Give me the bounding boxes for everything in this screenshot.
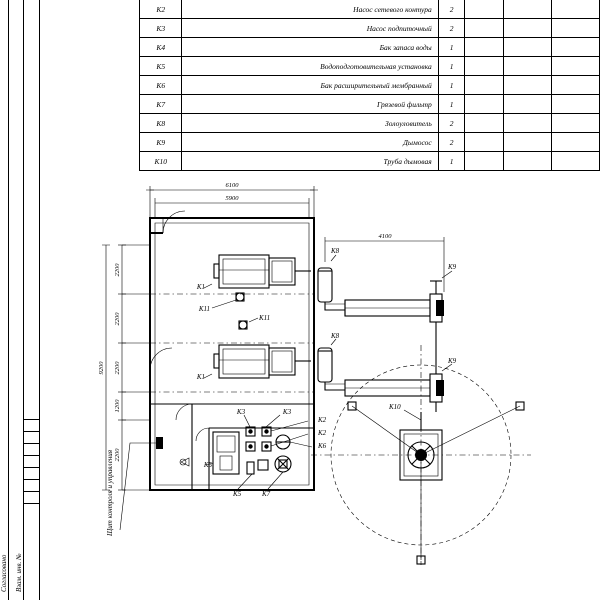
legend-qty: 2 xyxy=(438,0,465,19)
dim-right-span: 4100 xyxy=(378,233,392,240)
dim-left-total: 9200 xyxy=(98,361,105,375)
legend-qty: 2 xyxy=(438,133,465,152)
dim-left-seg-2: 2200 xyxy=(114,312,121,326)
stamp-signature-label: Согласовано xyxy=(0,554,8,592)
legend-qty: 1 xyxy=(438,57,465,76)
legend-code: K9 xyxy=(140,133,182,152)
callout-k11-upper: K11 xyxy=(198,305,210,313)
legend-qty: 2 xyxy=(438,19,465,38)
legend-code: K6 xyxy=(140,76,182,95)
callout-k10: K10 xyxy=(389,403,401,411)
legend-name: Золоуловитель xyxy=(182,114,438,133)
legend-name: Насос подпиточный xyxy=(182,19,438,38)
callout-k9-lower: K9 xyxy=(448,357,457,365)
chimney-k10 xyxy=(311,345,531,565)
callout-k1-lower: K1 xyxy=(196,373,205,381)
legend-name: Грязевой фильтр xyxy=(182,95,438,114)
legend-name: Насос сетевого контура xyxy=(182,0,438,19)
legend-name: Бак запаса воды xyxy=(182,38,438,57)
control-panel-label-line1: Щит контроля и управления xyxy=(106,450,114,536)
callout-k1-upper: K1 xyxy=(196,283,205,291)
callout-k4: K5 xyxy=(203,461,212,469)
legend-code: K5 xyxy=(140,57,182,76)
callout-k2: K2 xyxy=(318,416,327,424)
callout-k8-lower: K8 xyxy=(331,332,340,340)
boiler-k1-upper xyxy=(196,255,311,313)
legend-qty: 1 xyxy=(438,38,465,57)
legend-qty: 1 xyxy=(438,76,465,95)
callout-k5: K5 xyxy=(233,490,242,498)
legend-code: K2 xyxy=(140,0,182,19)
boiler-k1-lower xyxy=(196,314,311,381)
legend-name: Водоподготовительная установка xyxy=(182,57,438,76)
callout-k3-left: K3 xyxy=(236,408,246,416)
callout-k3-right: K3 xyxy=(282,408,292,416)
dim-left-seg-4: 1200 xyxy=(114,399,121,413)
legend-name: Труба дымовая xyxy=(182,152,438,171)
callout-k8-upper: K8 xyxy=(331,247,340,255)
dim-left-seg-5: 2200 xyxy=(114,448,121,462)
plan-axes xyxy=(150,294,314,392)
right-span-dimension xyxy=(325,233,444,292)
building-walls xyxy=(150,211,314,490)
legend-qty: 1 xyxy=(438,95,465,114)
callout-k9-upper: K9 xyxy=(448,263,457,271)
fan-k9-upper xyxy=(430,263,457,322)
dim-top-inner: 5900 xyxy=(225,195,239,202)
legend-qty: 1 xyxy=(438,152,465,171)
callout-k6: K6 xyxy=(318,442,327,450)
ash-collector-k8-upper xyxy=(318,247,430,316)
pump-room-equipment xyxy=(180,408,327,498)
legend-code: K10 xyxy=(140,152,182,171)
dim-top-outer: 6100 xyxy=(225,182,239,189)
legend-name: Бак расширительный мембранный xyxy=(182,76,438,95)
callout-k2b: K2 xyxy=(318,429,327,437)
legend-code: K4 xyxy=(140,38,182,57)
legend-code: K3 xyxy=(140,19,182,38)
dim-left-seg-3: 2200 xyxy=(114,361,121,375)
fan-k9-lower xyxy=(430,357,457,412)
legend-code: K7 xyxy=(140,95,182,114)
callout-k11-lower: K11 xyxy=(259,314,271,322)
legend-code: K8 xyxy=(140,114,182,133)
stamp-revision-label: Взам. инв. № xyxy=(15,553,23,592)
top-dimensions xyxy=(146,182,318,218)
dim-left-seg-1: 2200 xyxy=(114,263,121,277)
callout-k7: K7 xyxy=(262,490,271,498)
legend-qty: 2 xyxy=(438,114,465,133)
legend-name: Дымосос xyxy=(182,133,438,152)
ash-collector-k8-lower xyxy=(318,332,430,396)
